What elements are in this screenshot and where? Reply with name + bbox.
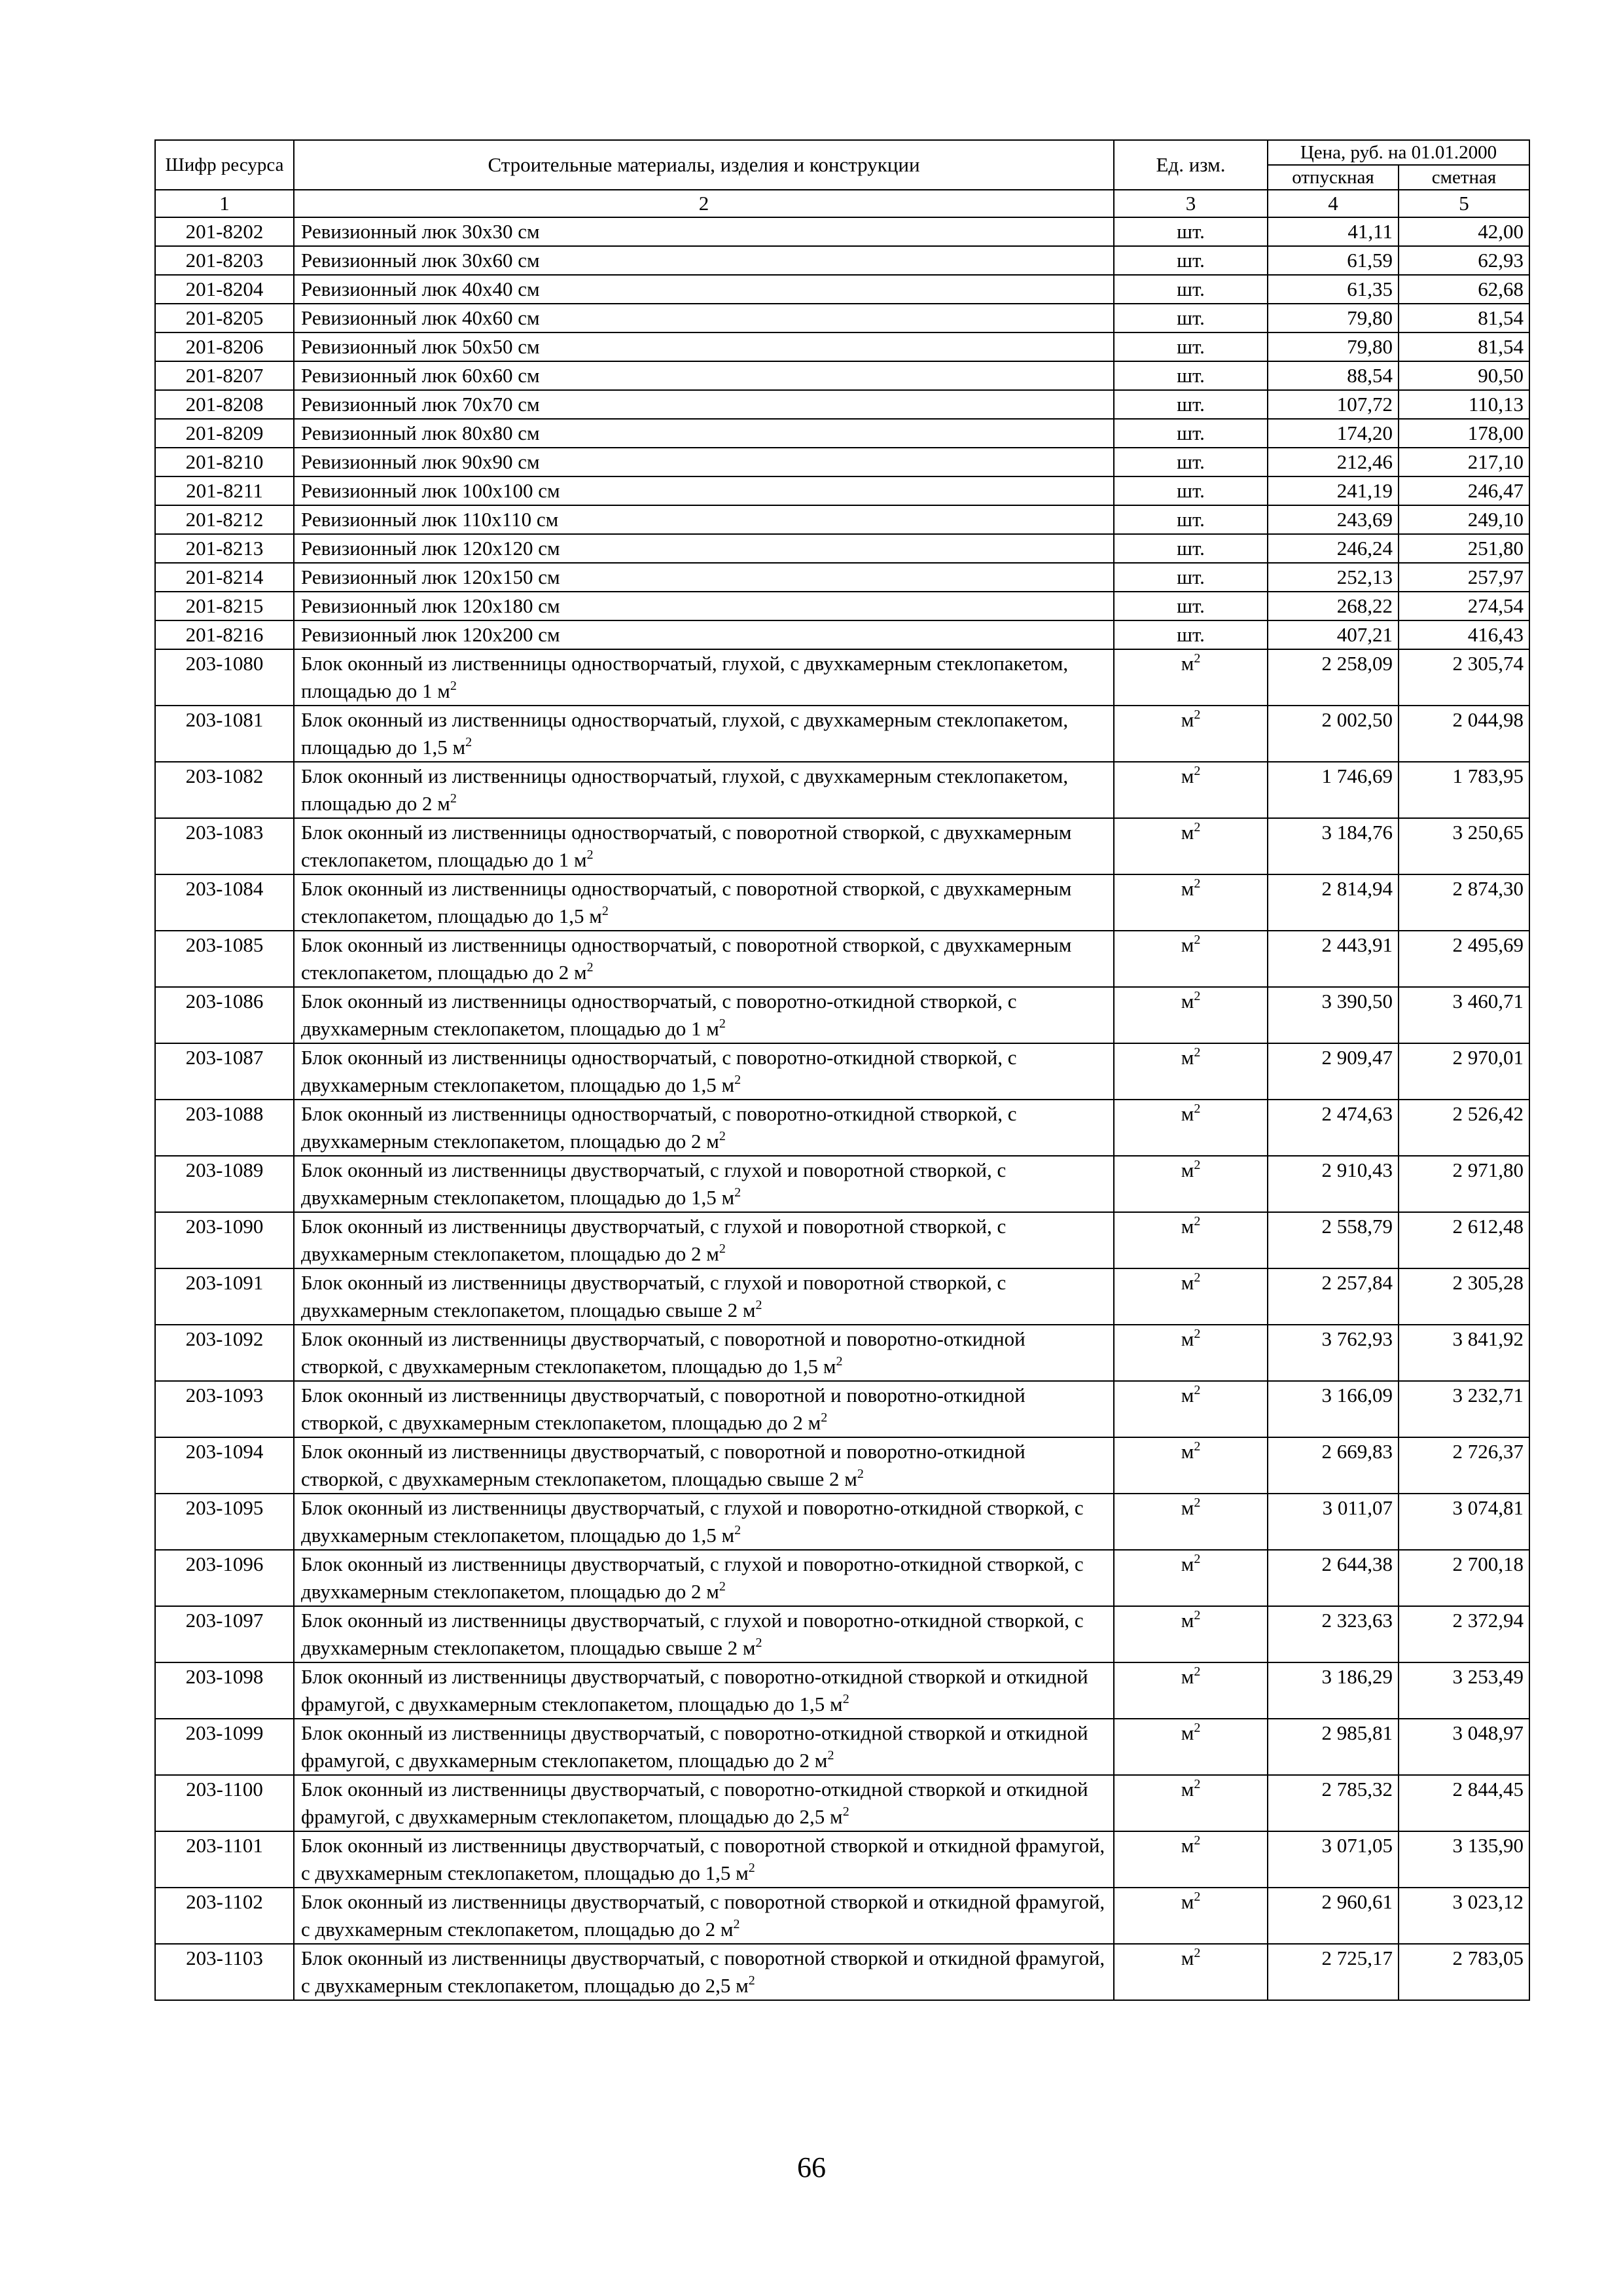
table-row [155,762,1529,818]
estimate-price: 2 970,01 [1399,1043,1529,1100]
material-name: Блок оконный из лиственницы двустворчатый, с поворотной и поворотно-откидной створкой, с двухкамерным стеклопакетом, площадью свыше 2 $м^2$ [294,1437,1114,1494]
resource-code: 203-1099 [155,1719,294,1775]
release-price: 2 644,38 [1268,1550,1399,1606]
material-name: Ревизионный люк 30х30 см [294,217,1114,246]
release-price: 2 814,94 [1268,874,1399,931]
unit-of-measure: $м^2$ [1114,1662,1268,1719]
material-name: Блок оконный из лиственницы двустворчатый, с поворотно-откидной створкой и откидной фрамугой, с двухкамерным стеклопакетом, площадью до 1,5 $м^2$ [294,1662,1114,1719]
material-name: Блок оконный из лиственницы одностворчатый, глухой, с двухкамерным стеклопакетом, площадью до 1,5 $м^2$ [294,706,1114,762]
estimate-price: 2 726,37 [1399,1437,1529,1494]
release-price: 3 390,50 [1268,987,1399,1043]
unit-of-measure: шт. [1114,217,1268,246]
release-price: 2 558,79 [1268,1212,1399,1268]
material-name: Ревизионный люк 80х80 см [294,419,1114,448]
estimate-price: 42,00 [1399,217,1529,246]
material-name: Блок оконный из лиственницы двустворчатый, с поворотной створкой и откидной фрамугой, с двухкамерным стеклопакетом, площадью до 2 $м^2$ [294,1888,1114,1944]
resource-code: 203-1095 [155,1494,294,1550]
material-name: Блок оконный из лиственницы одностворчатый, с поворотно-откидной створкой, с двухкамерным стеклопакетом, площадью до 1 $м^2$ [294,987,1114,1043]
resource-code: 203-1088 [155,1100,294,1156]
release-price: 252,13 [1268,563,1399,592]
estimate-price: 3 253,49 [1399,1662,1529,1719]
resource-code: 203-1096 [155,1550,294,1606]
resource-code: 201-8204 [155,275,294,304]
material-name: Ревизионный люк 60х60 см [294,361,1114,390]
unit-of-measure: шт. [1114,275,1268,304]
release-price: 174,20 [1268,419,1399,448]
material-name: Блок оконный из лиственницы одностворчатый, глухой, с двухкамерным стеклопакетом, площадью до 1 $м^2$ [294,649,1114,706]
release-price: 3 011,07 [1268,1494,1399,1550]
release-price: 1 746,69 [1268,762,1399,818]
column-number: 4 [1268,190,1399,217]
column-number-row [155,190,1529,217]
estimate-price: 110,13 [1399,390,1529,419]
resource-code: 203-1082 [155,762,294,818]
unit-of-measure: $м^2$ [1114,874,1268,931]
unit-of-measure: шт. [1114,534,1268,563]
material-name: Ревизионный люк 70х70 см [294,390,1114,419]
table-row [155,304,1529,332]
resource-code: 201-8205 [155,304,294,332]
unit-of-measure: шт. [1114,592,1268,620]
table-row [155,1100,1529,1156]
material-name: Блок оконный из лиственницы одностворчатый, глухой, с двухкамерным стеклопакетом, площадью до 2 $м^2$ [294,762,1114,818]
resource-code: 203-1098 [155,1662,294,1719]
resource-code: 203-1097 [155,1606,294,1662]
material-name: Блок оконный из лиственницы двустворчатый, с поворотно-откидной створкой и откидной фрамугой, с двухкамерным стеклопакетом, площадью до 2 $м^2$ [294,1719,1114,1775]
estimate-price: 3 074,81 [1399,1494,1529,1550]
release-price: 3 071,05 [1268,1831,1399,1888]
table-row [155,448,1529,476]
estimate-price: 2 844,45 [1399,1775,1529,1831]
table-row [155,592,1529,620]
release-price: 2 443,91 [1268,931,1399,987]
table-row [155,1888,1529,1944]
table-row [155,534,1529,563]
estimate-price: 2 372,94 [1399,1606,1529,1662]
estimate-price: 81,54 [1399,332,1529,361]
unit-of-measure: $м^2$ [1114,1043,1268,1100]
estimate-price: 1 783,95 [1399,762,1529,818]
estimate-price: 2 305,74 [1399,649,1529,706]
resource-code: 201-8213 [155,534,294,563]
resource-code: 203-1085 [155,931,294,987]
resource-code: 201-8215 [155,592,294,620]
table-row [155,332,1529,361]
material-name: Блок оконный из лиственницы одностворчатый, с поворотно-откидной створкой, с двухкамерным стеклопакетом, площадью до 1,5 $м^2$ [294,1043,1114,1100]
resource-code: 203-1090 [155,1212,294,1268]
unit-of-measure: шт. [1114,563,1268,592]
unit-of-measure: шт. [1114,361,1268,390]
material-name: Ревизионный люк 120х200 см [294,620,1114,649]
unit-of-measure: $м^2$ [1114,649,1268,706]
resource-code: 203-1083 [155,818,294,874]
resource-code: 201-8212 [155,505,294,534]
release-price: 2 909,47 [1268,1043,1399,1100]
unit-of-measure: $м^2$ [1114,1888,1268,1944]
header-code: Шифр ресурса [155,140,294,190]
resource-code: 203-1092 [155,1325,294,1381]
material-name: Блок оконный из лиственницы двустворчатый, с глухой и поворотной створкой, с двухкамерным стеклопакетом, площадью до 2 $м^2$ [294,1212,1114,1268]
table-row [155,361,1529,390]
resource-code: 203-1100 [155,1775,294,1831]
table-row [155,1550,1529,1606]
table-row [155,1606,1529,1662]
release-price: 88,54 [1268,361,1399,390]
table-row [155,931,1529,987]
unit-of-measure: $м^2$ [1114,1550,1268,1606]
unit-of-measure: шт. [1114,505,1268,534]
header-unit: Ед. изм. [1114,140,1268,190]
material-name: Блок оконный из лиственницы двустворчатый, с поворотной створкой и откидной фрамугой, с двухкамерным стеклопакетом, площадью до 1,5 $м^2$ [294,1831,1114,1888]
release-price: 268,22 [1268,592,1399,620]
resource-code: 201-8216 [155,620,294,649]
material-name: Блок оконный из лиственницы двустворчатый, с глухой и поворотной створкой, с двухкамерным стеклопакетом, площадью свыше 2 $м^2$ [294,1268,1114,1325]
estimate-price: 416,43 [1399,620,1529,649]
estimate-price: 2 874,30 [1399,874,1529,931]
unit-of-measure: шт. [1114,304,1268,332]
estimate-price: 178,00 [1399,419,1529,448]
release-price: 243,69 [1268,505,1399,534]
estimate-price: 2 971,80 [1399,1156,1529,1212]
resource-code: 203-1087 [155,1043,294,1100]
material-name: Ревизионный люк 120х150 см [294,563,1114,592]
table-body [155,217,1529,2000]
material-name: Блок оконный из лиственницы одностворчатый, с поворотной створкой, с двухкамерным стеклопакетом, площадью до 1,5 $м^2$ [294,874,1114,931]
estimate-price: 90,50 [1399,361,1529,390]
resource-code: 203-1103 [155,1944,294,2000]
resource-code: 203-1102 [155,1888,294,1944]
material-name: Ревизионный люк 120х120 см [294,534,1114,563]
table-row [155,1662,1529,1719]
estimate-price: 3 460,71 [1399,987,1529,1043]
unit-of-measure: $м^2$ [1114,706,1268,762]
material-name: Ревизионный люк 100х100 см [294,476,1114,505]
estimate-price: 2 044,98 [1399,706,1529,762]
resource-code: 201-8206 [155,332,294,361]
unit-of-measure: шт. [1114,419,1268,448]
table-row [155,275,1529,304]
unit-of-measure: $м^2$ [1114,1325,1268,1381]
material-name: Ревизионный люк 40х40 см [294,275,1114,304]
material-name: Ревизионный люк 90х90 см [294,448,1114,476]
unit-of-measure: $м^2$ [1114,1606,1268,1662]
release-price: 107,72 [1268,390,1399,419]
release-price: 79,80 [1268,332,1399,361]
estimate-price: 2 495,69 [1399,931,1529,987]
table-row [155,246,1529,275]
unit-of-measure: $м^2$ [1114,1719,1268,1775]
resource-code: 201-8207 [155,361,294,390]
material-name: Блок оконный из лиственницы двустворчатый, с поворотной и поворотно-откидной створкой, с двухкамерным стеклопакетом, площадью до 2 $м^2$ [294,1381,1114,1437]
estimate-price: 2 305,28 [1399,1268,1529,1325]
unit-of-measure: $м^2$ [1114,762,1268,818]
unit-of-measure: $м^2$ [1114,1437,1268,1494]
resource-code: 201-8202 [155,217,294,246]
release-price: 2 258,09 [1268,649,1399,706]
estimate-price: 274,54 [1399,592,1529,620]
release-price: 3 762,93 [1268,1325,1399,1381]
release-price: 61,35 [1268,275,1399,304]
release-price: 2 785,32 [1268,1775,1399,1831]
estimate-price: 2 700,18 [1399,1550,1529,1606]
estimate-price: 3 048,97 [1399,1719,1529,1775]
unit-of-measure: $м^2$ [1114,1268,1268,1325]
estimate-price: 2 612,48 [1399,1212,1529,1268]
release-price: 79,80 [1268,304,1399,332]
estimate-price: 3 250,65 [1399,818,1529,874]
release-price: 246,24 [1268,534,1399,563]
table-row [155,1156,1529,1212]
table-row [155,1043,1529,1100]
table-row [155,390,1529,419]
column-number: 1 [155,190,294,217]
resource-code: 201-8208 [155,390,294,419]
release-price: 2 960,61 [1268,1888,1399,1944]
material-name: Блок оконный из лиственницы двустворчатый, с глухой и поворотно-откидной створкой, с двухкамерным стеклопакетом, площадью до 2 $м^2$ [294,1550,1114,1606]
unit-of-measure: $м^2$ [1114,1156,1268,1212]
release-price: 212,46 [1268,448,1399,476]
header-release-price: отпускная [1268,165,1399,190]
unit-of-measure: $м^2$ [1114,818,1268,874]
unit-of-measure: шт. [1114,332,1268,361]
estimate-price: 3 232,71 [1399,1381,1529,1437]
material-name: Ревизионный люк 30х60 см [294,246,1114,275]
resource-code: 203-1089 [155,1156,294,1212]
release-price: 3 166,09 [1268,1381,1399,1437]
table-row [155,1719,1529,1775]
table-row [155,874,1529,931]
resource-code: 203-1086 [155,987,294,1043]
unit-of-measure: $м^2$ [1114,987,1268,1043]
page-number: 66 [797,2151,826,2183]
table-row [155,649,1529,706]
release-price: 2 474,63 [1268,1100,1399,1156]
release-price: 2 725,17 [1268,1944,1399,2000]
unit-of-measure: $м^2$ [1114,1381,1268,1437]
table-row [155,1944,1529,2000]
table-row [155,217,1529,246]
resource-code: 201-8214 [155,563,294,592]
table-row [155,1831,1529,1888]
release-price: 241,19 [1268,476,1399,505]
resource-code: 201-8209 [155,419,294,448]
unit-of-measure: $м^2$ [1114,1775,1268,1831]
estimate-price: 257,97 [1399,563,1529,592]
estimate-price: 3 135,90 [1399,1831,1529,1888]
table-row [155,706,1529,762]
header-materials: Строительные материалы, изделия и конструкции [294,140,1114,190]
material-name: Блок оконный из лиственницы одностворчатый, с поворотно-откидной створкой, с двухкамерным стеклопакетом, площадью до 2 $м^2$ [294,1100,1114,1156]
unit-of-measure: $м^2$ [1114,1831,1268,1888]
column-number: 5 [1399,190,1529,217]
table-row [155,419,1529,448]
table-row [155,1381,1529,1437]
unit-of-measure: шт. [1114,448,1268,476]
unit-of-measure: $м^2$ [1114,1944,1268,2000]
material-name: Блок оконный из лиственницы двустворчатый, с поворотной и поворотно-откидной створкой, с двухкамерным стеклопакетом, площадью до 1,5 $м^2$ [294,1325,1114,1381]
estimate-price: 2 526,42 [1399,1100,1529,1156]
table-row [155,563,1529,592]
price-table-sheet [154,139,1529,2001]
release-price: 2 002,50 [1268,706,1399,762]
resource-code: 203-1091 [155,1268,294,1325]
table-row [155,1212,1529,1268]
resource-code: 203-1081 [155,706,294,762]
column-number: 2 [294,190,1114,217]
material-name: Блок оконный из лиственницы одностворчатый, с поворотной створкой, с двухкамерным стеклопакетом, площадью до 1 $м^2$ [294,818,1114,874]
material-name: Ревизионный люк 40х60 см [294,304,1114,332]
column-number: 3 [1114,190,1268,217]
release-price: 2 910,43 [1268,1156,1399,1212]
table-row [155,1775,1529,1831]
unit-of-measure: $м^2$ [1114,1212,1268,1268]
table-row [155,1494,1529,1550]
estimate-price: 62,68 [1399,275,1529,304]
estimate-price: 3 841,92 [1399,1325,1529,1381]
material-name: Ревизионный люк 50х50 см [294,332,1114,361]
table-row [155,505,1529,534]
estimate-price: 246,47 [1399,476,1529,505]
estimate-price: 81,54 [1399,304,1529,332]
resource-code: 203-1084 [155,874,294,931]
unit-of-measure: шт. [1114,390,1268,419]
resource-code: 201-8203 [155,246,294,275]
table-row [155,987,1529,1043]
material-name: Блок оконный из лиственницы одностворчатый, с поворотной створкой, с двухкамерным стеклопакетом, площадью до 2 $м^2$ [294,931,1114,987]
estimate-price: 217,10 [1399,448,1529,476]
release-price: 2 985,81 [1268,1719,1399,1775]
resource-code: 201-8211 [155,476,294,505]
unit-of-measure: $м^2$ [1114,1494,1268,1550]
table-row [155,1437,1529,1494]
release-price: 41,11 [1268,217,1399,246]
release-price: 2 669,83 [1268,1437,1399,1494]
unit-of-measure: $м^2$ [1114,931,1268,987]
table-row [155,1325,1529,1381]
estimate-price: 3 023,12 [1399,1888,1529,1944]
material-name: Ревизионный люк 120х180 см [294,592,1114,620]
material-name: Блок оконный из лиственницы двустворчатый, с поворотно-откидной створкой и откидной фрамугой, с двухкамерным стеклопакетом, площадью до 2,5 $м^2$ [294,1775,1114,1831]
release-price: 2 257,84 [1268,1268,1399,1325]
table-row [155,620,1529,649]
table-row [155,1268,1529,1325]
price-table [154,139,1530,2001]
estimate-price: 251,80 [1399,534,1529,563]
release-price: 61,59 [1268,246,1399,275]
material-name: Ревизионный люк 110х110 см [294,505,1114,534]
release-price: 407,21 [1268,620,1399,649]
resource-code: 203-1080 [155,649,294,706]
release-price: 3 184,76 [1268,818,1399,874]
estimate-price: 62,93 [1399,246,1529,275]
unit-of-measure: шт. [1114,246,1268,275]
material-name: Блок оконный из лиственницы двустворчатый, с поворотной створкой и откидной фрамугой, с двухкамерным стеклопакетом, площадью до 2,5 $м^2$ [294,1944,1114,2000]
table-row [155,476,1529,505]
table-row [155,818,1529,874]
release-price: 3 186,29 [1268,1662,1399,1719]
header-price: Цена, руб. на 01.01.2000 [1268,140,1529,165]
release-price: 2 323,63 [1268,1606,1399,1662]
material-name: Блок оконный из лиственницы двустворчатый, с глухой и поворотно-откидной створкой, с двухкамерным стеклопакетом, площадью свыше 2 $м^2$ [294,1606,1114,1662]
unit-of-measure: $м^2$ [1114,1100,1268,1156]
unit-of-measure: шт. [1114,620,1268,649]
unit-of-measure: шт. [1114,476,1268,505]
header-estimate-price: сметная [1399,165,1529,190]
estimate-price: 2 783,05 [1399,1944,1529,2000]
resource-code: 203-1093 [155,1381,294,1437]
resource-code: 203-1094 [155,1437,294,1494]
resource-code: 203-1101 [155,1831,294,1888]
material-name: Блок оконный из лиственницы двустворчатый, с глухой и поворотной створкой, с двухкамерным стеклопакетом, площадью до 1,5 $м^2$ [294,1156,1114,1212]
estimate-price: 249,10 [1399,505,1529,534]
material-name: Блок оконный из лиственницы двустворчатый, с глухой и поворотно-откидной створкой, с двухкамерным стеклопакетом, площадью до 1,5 $м^2$ [294,1494,1114,1550]
resource-code: 201-8210 [155,448,294,476]
